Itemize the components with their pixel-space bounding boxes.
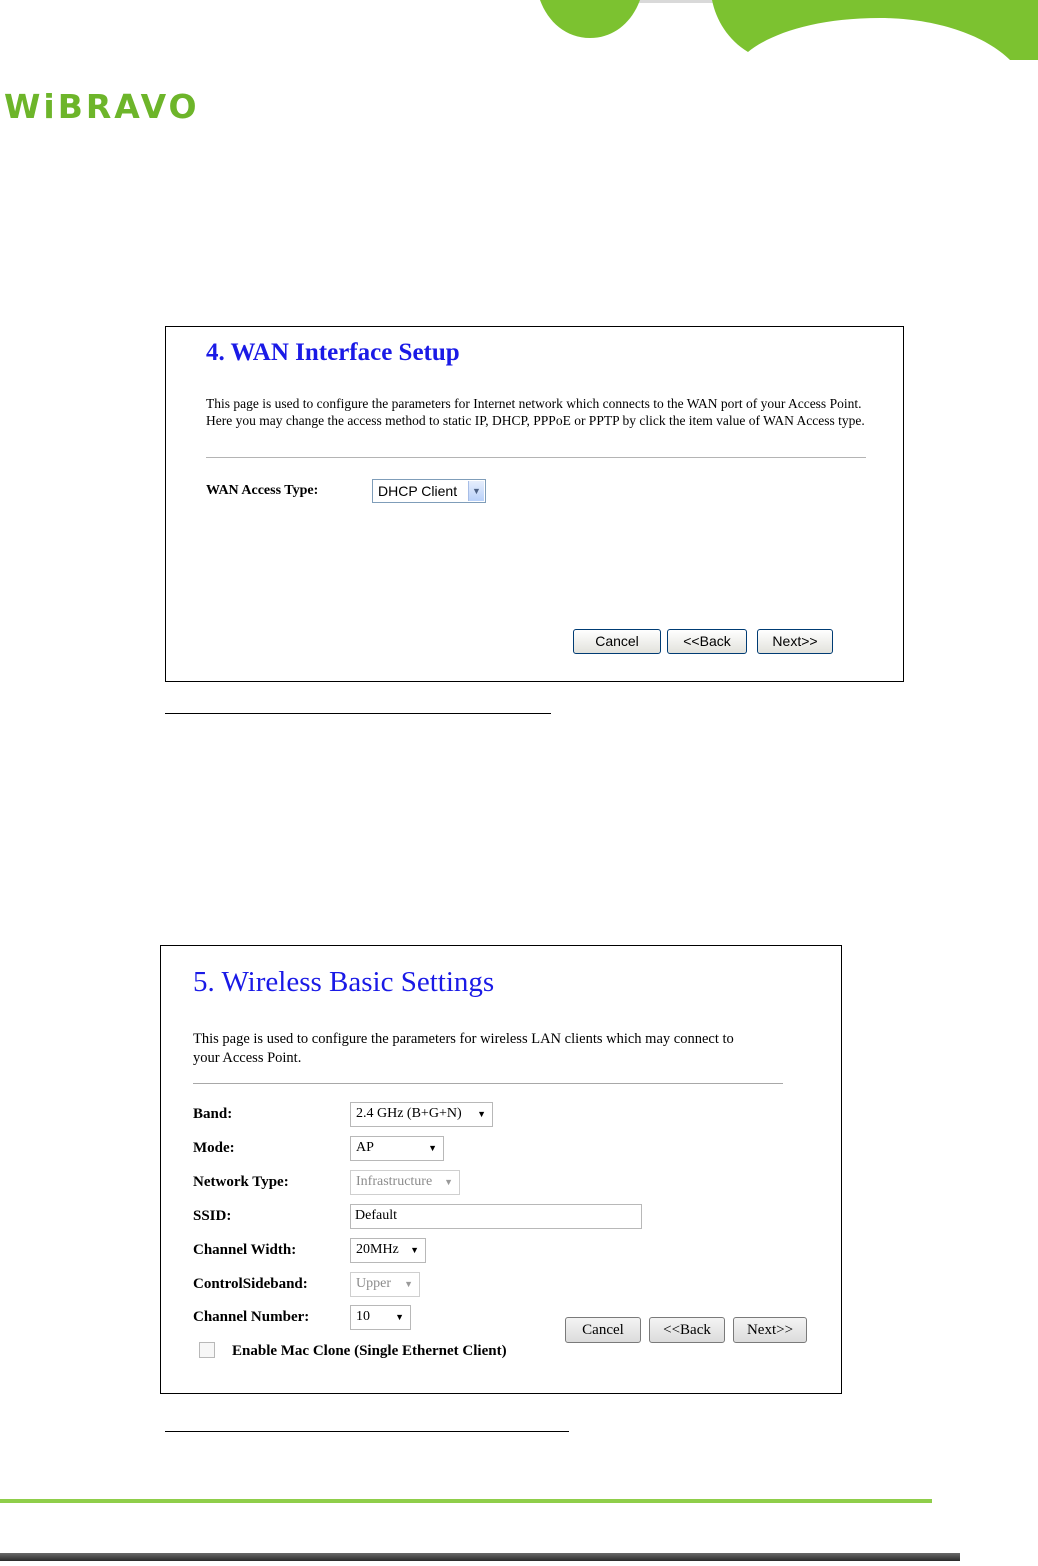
back-button[interactable]: <<Back bbox=[649, 1317, 725, 1343]
chevron-down-icon: ▼ bbox=[410, 1245, 419, 1255]
caption-underline bbox=[165, 713, 551, 714]
channel-number-select[interactable] bbox=[350, 1305, 411, 1330]
page-description: This page is used to configure the parameters for Internet network which connects to the WAN port of your Access Point. Here you may change the access method to static IP, DHCP, PPPoE or PPTP by click the item value of WAN Access type. bbox=[206, 396, 865, 428]
channel-number-value: 10 bbox=[356, 1309, 370, 1324]
control-sideband-select bbox=[350, 1272, 420, 1297]
mac-clone-label: Enable Mac Clone (Single Ethernet Client) bbox=[232, 1343, 507, 1359]
footer-dark-bar bbox=[0, 1553, 960, 1561]
network-type-label: Network Type: bbox=[193, 1174, 289, 1190]
channel-width-select[interactable] bbox=[350, 1238, 426, 1263]
control-sideband-label: ControlSideband: bbox=[193, 1276, 308, 1292]
mac-clone-checkbox[interactable] bbox=[199, 1342, 215, 1358]
chevron-down-icon: ▼ bbox=[477, 1109, 486, 1119]
next-button[interactable]: Next>> bbox=[757, 629, 833, 654]
cancel-button[interactable]: Cancel bbox=[565, 1317, 641, 1343]
chevron-down-icon: ▼ bbox=[404, 1279, 413, 1289]
mode-select[interactable] bbox=[350, 1136, 444, 1161]
footer-green-line bbox=[0, 1499, 932, 1503]
mode-label: Mode: bbox=[193, 1140, 235, 1156]
page-title: 5. Wireless Basic Settings bbox=[193, 966, 495, 998]
control-sideband-value: Upper bbox=[356, 1276, 391, 1291]
cancel-button[interactable]: Cancel bbox=[573, 629, 661, 654]
mode-value: AP bbox=[356, 1140, 374, 1155]
wan-interface-setup-panel bbox=[165, 326, 904, 682]
page-title: 4. WAN Interface Setup bbox=[206, 339, 460, 366]
wan-access-type-select[interactable] bbox=[372, 479, 486, 503]
caption-underline bbox=[165, 1431, 569, 1432]
chevron-down-icon: ▼ bbox=[395, 1312, 404, 1322]
chevron-down-icon: ▼ bbox=[428, 1143, 437, 1153]
wan-access-type-label: WAN Access Type: bbox=[206, 483, 319, 498]
next-button[interactable]: Next>> bbox=[733, 1317, 807, 1343]
channel-width-label: Channel Width: bbox=[193, 1242, 297, 1258]
channel-number-label: Channel Number: bbox=[193, 1309, 310, 1325]
band-select[interactable] bbox=[350, 1102, 493, 1127]
page-description: This page is used to configure the parameters for wireless LAN clients which may connect to your Access Point. bbox=[193, 1031, 734, 1066]
ssid-label: SSID: bbox=[193, 1208, 232, 1224]
chevron-down-icon: ▼ bbox=[444, 1177, 453, 1187]
network-type-select bbox=[350, 1170, 460, 1195]
channel-width-value: 20MHz bbox=[356, 1242, 399, 1257]
ssid-input[interactable]: Default bbox=[350, 1204, 642, 1229]
band-label: Band: bbox=[193, 1106, 233, 1122]
header-decoration bbox=[0, 0, 1038, 60]
chevron-down-icon: ▼ bbox=[468, 481, 484, 501]
back-button[interactable]: <<Back bbox=[667, 629, 747, 654]
band-value: 2.4 GHz (B+G+N) bbox=[356, 1106, 462, 1121]
wibravo-logo: WiBRAVO bbox=[4, 87, 200, 126]
divider bbox=[206, 457, 866, 458]
wireless-basic-settings-panel bbox=[160, 945, 842, 1394]
network-type-value: Infrastructure bbox=[356, 1174, 433, 1189]
wan-access-type-value: DHCP Client bbox=[378, 483, 458, 499]
divider bbox=[193, 1083, 783, 1084]
